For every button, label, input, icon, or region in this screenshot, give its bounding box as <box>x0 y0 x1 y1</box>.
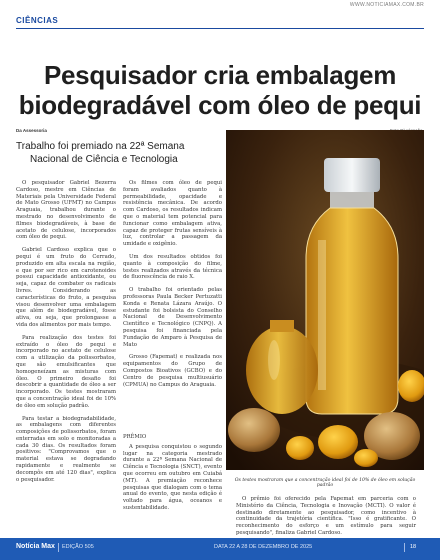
paragraph: Os filmes com óleo de pequi foram avaliados quanto à permeabilidade, opacidade e resistência mecânica. De acordo com Cardoso, os resultados indicam que o material tem potencial para funcionar como embalagem ativa, capaz de proteger frutas sensíveis à luz, controlar a passagem da umidade e oxigênio. <box>123 180 222 248</box>
subheadline <box>16 140 216 166</box>
footer-divider <box>58 543 59 552</box>
paragraph: Para testar a biodegradabilidade, as embalagens com diferentes composições de polissorbatos, foram enterradas em solo e monitoradas a cada 30 dias. Os resultados foram positivos: "Comprovamos que o material estava se degradando rapidamente e realmente se decompôs em até 120 dias", explica o pesquisador. <box>16 415 116 483</box>
paragraph: O trabalho foi orientado pelas professoras Paula Becker Pertuzatti Konda e Renata Lázara Araújo. O estudante foi bolsista do Conselho Nacional de Desenvolvimento Científico e Tecnológico (CNPQ). A pesquisa foi financiada pela Fundação de Amparo à Pesquisa de Mato <box>123 287 222 348</box>
premio-section <box>123 434 222 518</box>
footer-edition: EDIÇÃO 505 <box>62 544 94 550</box>
paragraph: A pesquisa conquistou o segundo lugar na categoria mestrado durante a 22ª Semana Nacional de Ciência e Tecnologia (SNCT), evento que ocorreu em outubro em Cuiabá (MT). A premiação reconhece pesquisas que dialogam com o tema anual do evento, que nesta edição é voltado para água, oceanos e sustentabilidade. <box>123 443 222 511</box>
author-byline: Da Assessoria <box>16 128 47 133</box>
page-number: 18 <box>410 544 417 550</box>
footer-date: DATA 22 A 28 DE DEZEMBRO DE 2025 <box>214 544 313 550</box>
paragraph: O prêmio foi oferecido pela Fapemat em parceria com o Ministério da Ciência, Tecnologia e Inovação (MCTI). O valor é destinado diretamente ao pesquisador, como incentivo à continuidade da trajetória científica. "Isso é gratificante. O reconhecimento do esforço e um estímulo para seguir pesquisando", finaliza Gabriel Cardoso. <box>236 496 416 536</box>
paragraph: Para realização dos testes foi extraído o óleo do pequi e incorporado no acetato de celulose com a utilização da polissorbatos, que são emulsificantes que homogeneízam as misturas com óleo. O primeiro desafio foi descobrir a quantidade de óleo a ser incorporado. Os testes mostraram que a concentração ideal foi de 10% de óleo em solução padrão. <box>16 334 116 409</box>
paragraph: Gabriel Cardoso explica que o pequi é um fruto do Cerrado, produzido em alta escala na região, e que por ser rico em carotenoides possui capacidade antioxidante, ou seja, capaz de combater os radicais livres. Considerando as características do fruto, a pesquisa visou desenvolver uma embalagem que além de biodegradável, fosse ativa, ou seja, que prolongasse a vida dos alimentos por mais tempo. <box>16 247 116 328</box>
photo-caption: Os testes mostraram que a concentração ideal foi de 10% de óleo em solução padrão <box>234 478 416 488</box>
highlight-box-text <box>236 496 416 537</box>
body-column-1 <box>16 180 116 489</box>
footer-brand[interactable]: Notícia Max <box>16 543 55 550</box>
section-divider <box>16 28 424 29</box>
section-label: CIÊNCIAS <box>16 16 59 25</box>
premio-heading: PRÊMIO <box>123 434 147 440</box>
paragraph: Um dos resultados obtidos foi quanto à composição do filme, testes realizados através da técnica de fluorescência de raio X. <box>123 253 222 281</box>
body-column-2 <box>123 180 222 394</box>
paragraph: Grosso (Fapemat) e realizada nos equipamentos do Grupo de Compostos Bioativos (GCBO) e do Centro de pesquisa multiusuário (CPMUA) no Campus do Araguaia. <box>123 354 222 388</box>
headline: Pesquisador cria embalagem biodegradável com óleo de pequi <box>18 60 422 120</box>
pequi-oil-photo <box>226 130 424 470</box>
paragraph: O pesquisador Gabriel Bezerra Cardoso, mestre em Ciências de Materiais pela Universidade Federal de Mato Grosso (UFMT) no Campus Araguaia, trabalhou durante o mestrado no desenvolvimento de filmes biodegradáveis, à base de acetato de celulose, incorporados com óleo de pequi. <box>16 180 116 241</box>
subheadline-line-2: Nacional de Ciência e Tecnologia <box>30 154 178 165</box>
subheadline-line-1: Trabalho foi premiado na 22ª Semana <box>16 141 185 152</box>
footer-divider <box>404 543 405 552</box>
site-url[interactable]: WWW.NOTICIAMAX.COM.BR <box>349 2 424 8</box>
